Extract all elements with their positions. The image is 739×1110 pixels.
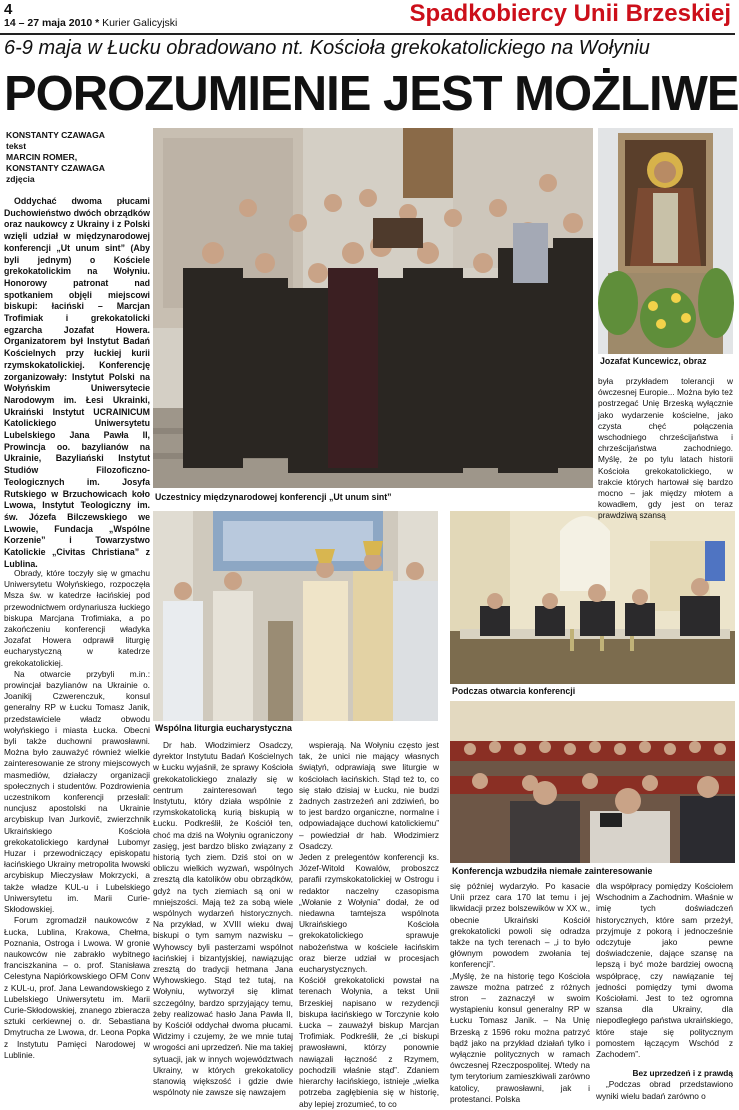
- column-1-body: [4, 568, 150, 1061]
- paragraph: Forum zgromadził naukowców z Łucka, Lublina, Krakowa, Chełma, Poznania, Ostroga i Lwowa. W gronie naukowców nie zabrakło wybitnego franciszkanina – o. prof. Stanisława Celestyna Napiórkowskiego OFM Conv z KUL-u, prof. Jana Lewandowskiego z Lubelskiego Uniwersytetu im. Marii Curie-Skłodowskiej, znanego zbieracza sztuki cerkiewnej o. dr. Sebastiana Dmytrucha ze Lwowa, dr. Leona Popka z Instytutu Pamięci Narodowej w Lublinie.: [4, 915, 150, 1060]
- paragraph: wspierają. Na Wołyniu często jest tak, że unici nie mający własnych świątyń, odprawiają swe liturgie w kościołach łacińskich. Stąd też to, co się stało dzisiaj w Łucku, nie budzi żadnych zastrzeżeń ani zdziwień, bo to jest bardzo organiczne, normalne i odpowiadające duchowi katolickiemu” – powiedział dr hab. Włodzimierz Osadczy. Jeden z prelegentów konferencji ks. Józef-Witold Kowalów, proboszcz parafii rzymskokatolickiej w Ostrogu i redaktor naczelny czasopisma „Wołanie z Wołynia” dodał, że od niedawna tamtejsza wspólnota Ukraińskiego Kościoła grekokatolickiego sprawuje nabożeństwa w kościele łacińskim oraz bierze udział w procesjach eucharystycznych. Kościół grekokatolicki powstał na terenach Wołynia, a tekst Unii Brzeskiej napisano w rezydencji biskupa łacińskiego w Torczynie koło Łucka – zauważył biskup Marcjan Trofimiak. Podkreślił, że „ci biskupi prawosławni, którzy ponownie nawiązali łączność z Rzymem, pochodzili właśnie stąd”. Zdaniem hierarchy łacińskiego, istnieje „wielka potrzeba zagłębienia się w historię, aby lepiej zrozumieć, to co: [299, 740, 439, 1109]
- paragraph: Obrady, które toczyły się w gmachu Uniwersytetu Wołyńskiego, rozpoczęła Msza św. w katedrze łacińskiej pod przewodnictwem ordynariusza łuckiego biskupa Marcjana Trofimiaka, a po zakończeniu konferencji władyka Jozafat Howera odprawił liturgię eucharystyczną w katedrze grekokatolickiej.: [4, 568, 150, 668]
- photo1-caption: Uczestnicy międzynarodowej konferencji „Ut unum sint”: [155, 492, 392, 502]
- paragraph: „Podczas obrad przedstawiono wyniki wielu badań zarówno o: [596, 1079, 733, 1101]
- paragraph: dla współpracy pomiędzy Kościołem Wschodnim a Zachodnim. Właśnie w imię tych doświadczeń historycznych, które sam przeżył, przyjmuje z pokorą i jednocześnie odczytuje jako pewne doświadczenie, dające szansę na lepszą i być może bardziej owocną współpracę, czy nawiązanie tej jedności pomiędzy tymi dwoma Kościołami. Jest to też ogromna szansa dla Ukrainy, dla niepodległego państwa ukraińskiego, które staje się politycznym pomostem łączącym Wschód z Zachodem”.: [596, 881, 733, 1060]
- byline-line: KONSTANTY CZAWAGA: [6, 130, 105, 140]
- paragraph: Na otwarcie przybyli m.in.: prowincjał bazylianów na Ukrainie o. Joanikij Czwerenczuk, konsul generalny RP w Łucku Tomasz Janik, przedstawiciele władz obwodu wołyńskiego i miasta Łucka. Obecni byli także duchowni prawosławni. Można było zauważyć również wielkie zainteresowanie ze strony miejscowych masmediów, działaczy organizacji społecznych i studentów. Pozdrowienia uczestnikom konferencji przesłali: nuncjusz apostolski na Ukrainie arcybiskup Ivan Jurkovič, zwierzchnik Ukraińskiego Kościoła grekokatolickiego kardynał Lubomyr Huzar i przewodniczący episkopatu łacińskiego Ukrainy metropolita lwowski arcybiskup Mieczysław Mokrzycki, a także władze KUL-u i Lubelskiego Uniwersytetu im. Marii Curie-Skłodowskiej.: [4, 668, 150, 915]
- column-3: [299, 740, 439, 1109]
- paragraph: Dr hab. Włodzimierz Osadczy, dyrektor Instytutu Badań Kościelnych w Łucku wyjaśnił, że sprawy Kościoła grekokatolickiego znalazły się w centrum zainteresowań tego Instytutu, który działa wspólnie z rzymskokatolicką kurią biskupią w Łucku. Podkreślił, że Kościół ten, choć ma dziś na Wołyniu ograniczony zasięg, jest bardzo blisko związany z historią tych ziem. Dziś stoi on w obliczu wielkich wyzwań, wspólnych zresztą dla katolików obu obrządków, gdyż na tych ziemiach są oni w mniejszości. Mają też za sobą wiele wspólnych wydarzeń historycznych. Na przykład, w XVIII wieku dwaj biskupi o tym samym nazwisku – Wyhowscy byli pasterzami wspólnot łacińskiej i bizantyjskiej, nawiązując zresztą do tradycji hetmana Jana Wyhowskiego. Stąd też tutaj, na Wołyniu, wytworzył się klimat szczególny, bardzo sprzyjający temu, żeby realizować hasło Jana Pawła II, by Kościół oddychał dwoma płucami. Widzimy i czujemy, że we mnie tutaj wrogości ani uprzedzeń. Nie ma takiej sytuacji, jak w innych województwach Ukrainy, w których grekokatolicy stanowią większość i gdzie dwie wspólnoty nie zawsze się nawzajem: [153, 740, 293, 1098]
- byline-line: zdjęcia: [6, 174, 35, 184]
- column-4-top: [598, 376, 733, 521]
- issue-date: 14 – 27 maja 2010 *: [4, 17, 100, 29]
- lead-paragraph: [4, 196, 150, 571]
- byline-line: MARCIN ROMER,: [6, 152, 78, 162]
- article-subtitle: 6-9 maja w Łucku obradowano nt. Kościoła grekokatolickiego na Wołyniu: [4, 37, 650, 59]
- column-5: [596, 881, 733, 1101]
- photo2-caption: Jozafat Kuncewicz, obraz: [600, 356, 707, 366]
- article-headline: POROZUMIENIE JEST MOŻLIWE: [4, 67, 739, 121]
- page-number: 4: [4, 1, 13, 18]
- byline: [6, 130, 150, 185]
- icon-painting-photo: [598, 128, 733, 354]
- photo3-caption: Wspólna liturgia eucharystyczna: [155, 723, 292, 733]
- byline-line: tekst: [6, 141, 27, 151]
- lead-text: Oddychać dwoma płucami Duchowieństwo dwóch obrządków oraz naukowcy z Ukrainy i z Polski wzięli udział w międzynarodowej konferencji „Ut unum sint” (Aby byli jednym) o Kościele grekokatolickim na Wołyniu. Honorowy patronat nad spotkaniem objęli miejscowi biskupi: łaciński – Marcjan Trofimiak i grekokatolicki egzarcha Jozafat Howera. Organizatorem był Instytut Badań Kościelnych przy łuckiej kurii rzymskokatolickiej. Konferencję zorganizowały: Instytut Polski na Wołyńskim Uniwersytecie Narodowym im. Łesi Ukrainki, Ukraiński Instytut UCRAINICUM Katolickiego Uniwersytetu Lubelskiego Jana Pawła II, Prowincja oo. bazylianów na Ukrainie, Bazyliański Instytut Studiów Filozoficzno-Teologicznych im. Josyfa Rutskiego w Brzuchowicach koło Lwowa, Instytut Teologiczny im. św. Józefa Bilczewskiego we Lwowie, Fundacja „Wspólne Korzenie” i Towarzystwo Katolickie „Civitas Christiana” z Lublina.: [4, 196, 150, 569]
- conference-opening-photo: [450, 511, 735, 684]
- photo4-caption: Podczas otwarcia konferencji: [452, 686, 576, 696]
- subheading: Bez uprzedzeń i z prawdą: [632, 1068, 733, 1079]
- group-photo: [153, 128, 593, 488]
- audience-photo: [450, 701, 735, 863]
- section-title: Spadkobiercy Unii Brzeskiej: [409, 0, 731, 27]
- issue-line: [4, 17, 177, 29]
- paragraph: się później wydarzyło. Po kasacie Unii przez cara 170 lat temu i jej likwidacji przez bolszewików w XX w., obecnie Ukraiński Kościół grekokatolicki powoli się odradza także na tych terenach – „i to było głównym powodem zwołania tej konferencji”. „Myślę, że na historię tego Kościoła zawsze można patrzeć z różnych stron – zaznaczył w swoim wystąpieniu konsul generalny RP w Łucku Tomasz Janik. – Na Unię Brzeską z 1596 roku można patrzyć bądź jako na przykład działań tylko i wyłącznie politycznych w ramach ówczesnej Rzeczpospolitej. Wtedy na tym terytorium zamieszkiwali zarówno katolicy, prawosławni, jak i protestanci. Polska: [450, 881, 590, 1104]
- byline-line: KONSTANTY CZAWAGA: [6, 163, 105, 173]
- header-rule: [0, 33, 735, 35]
- column-2: [153, 740, 293, 1101]
- column-4: [450, 881, 590, 1104]
- photo5-caption: Konferencja wzbudziła niemałe zainteresowanie: [452, 866, 653, 876]
- publication-name: Kurier Galicyjski: [102, 17, 178, 29]
- paragraph: była przykładem tolerancji w ówczesnej Europie... Można było też postrzegać Unię Brzeską wyłącznie jako wydarzenie kościelne, jako czysta chęć połączenia wschodniego chrześcijaństwa i chrześcijaństwa zachodniego. Myślę, że po tylu latach historii Kościoła grekokatolickiego, w trakcie których hartował się bardzo mocno – jak między młotem a kowadłem, gdy jest on teraz prawdziwą szansą: [598, 376, 733, 521]
- liturgy-photo: [153, 511, 438, 721]
